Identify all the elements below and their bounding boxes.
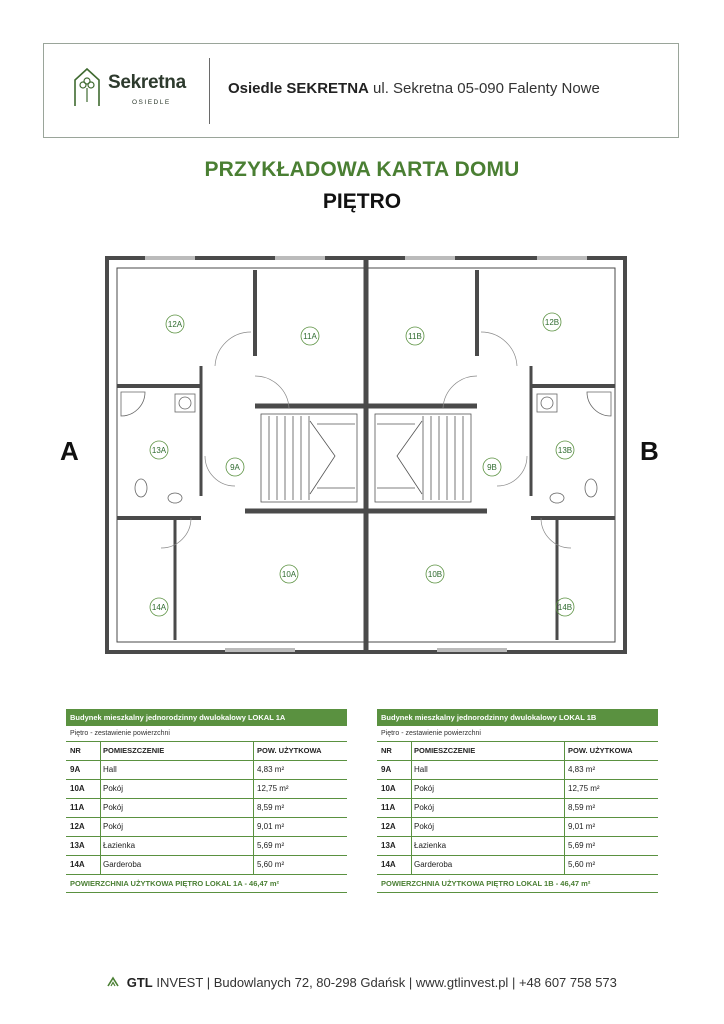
table-header-row (377, 742, 658, 761)
estate-name: Osiedle SEKRETNA (228, 80, 369, 97)
table-row (66, 761, 347, 780)
row-area: 8,59 m² (564, 799, 658, 817)
room-label-9a: 9A (230, 463, 240, 472)
room-label-14b: 14B (557, 603, 573, 612)
row-nr: 14A (70, 860, 85, 869)
room-label-10a: 10A (281, 570, 297, 579)
row-name: Garderoba (411, 856, 564, 874)
row-area: 5,69 m² (253, 837, 347, 855)
table-title: Budynek mieszkalny jednorodzinny dwulokalowy LOKAL 1B (377, 709, 658, 726)
header-box (43, 43, 679, 138)
table-row (66, 818, 347, 837)
row-name: Pokój (100, 780, 253, 798)
footer-separator: | (511, 975, 519, 990)
header-nr: NR (381, 746, 392, 755)
header-divider (209, 58, 210, 124)
table-row (66, 799, 347, 818)
row-area: 12,75 m² (564, 780, 658, 798)
table-row (377, 761, 658, 780)
table-subtitle: Piętro - zestawienie powierzchni (66, 726, 347, 742)
footer-brand: GTL (126, 975, 153, 990)
table-title: Budynek mieszkalny jednorodzinny dwulokalowy LOKAL 1A (66, 709, 347, 726)
document-title: PRZYKŁADOWA KARTA DOMU (204, 158, 520, 181)
room-label-12a: 12A (167, 320, 183, 329)
table-total: POWIERZCHNIA UŻYTKOWA PIĘTRO LOKAL 1B - 46,47 m² (377, 875, 658, 893)
row-name: Hall (411, 761, 564, 779)
room-label-13a: 13A (151, 446, 167, 455)
row-nr: 12A (381, 822, 396, 831)
row-nr: 14A (381, 860, 396, 869)
row-name: Hall (100, 761, 253, 779)
row-nr: 10A (70, 784, 85, 793)
row-nr: 11A (70, 803, 85, 812)
table-header-row (66, 742, 347, 761)
room-label-12b: 12B (544, 318, 560, 327)
table-row (66, 780, 347, 799)
row-nr: 13A (381, 841, 396, 850)
row-area: 5,60 m² (564, 856, 658, 874)
row-name: Pokój (100, 818, 253, 836)
row-area: 5,69 m² (564, 837, 658, 855)
header-area: POW. UŻYTKOWA (564, 742, 658, 760)
row-nr: 12A (70, 822, 85, 831)
row-nr: 9A (70, 765, 81, 774)
gtl-logo-icon (107, 976, 119, 988)
row-area: 9,01 m² (253, 818, 347, 836)
table-subtitle: Piętro - zestawienie powierzchni (377, 726, 658, 742)
row-nr: 10A (381, 784, 396, 793)
area-table-1a (66, 709, 347, 893)
row-name: Garderoba (100, 856, 253, 874)
table-row (377, 837, 658, 856)
table-row (66, 837, 347, 856)
room-label-14a: 14A (151, 603, 167, 612)
footer-website-link[interactable]: www.gtlinvest.pl (415, 975, 509, 990)
row-nr: 9A (381, 765, 392, 774)
header-name: POMIESZCZENIE (411, 742, 564, 760)
footer (0, 975, 724, 990)
side-label-b: B (640, 436, 659, 466)
room-label-13b: 13B (557, 446, 573, 455)
area-table-1b (377, 709, 658, 893)
table-row (66, 856, 347, 875)
row-name: Pokój (411, 799, 564, 817)
row-name: Pokój (411, 780, 564, 798)
table-total: POWIERZCHNIA UŻYTKOWA PIĘTRO LOKAL 1A - 46,47 m² (66, 875, 347, 893)
row-area: 12,75 m² (253, 780, 347, 798)
footer-phone: +48 607 758 573 (518, 975, 617, 990)
side-label-a: A (60, 436, 79, 466)
header-area: POW. UŻYTKOWA (253, 742, 347, 760)
table-row (377, 780, 658, 799)
table-row (377, 799, 658, 818)
estate-address (228, 80, 600, 97)
row-nr: 11A (381, 803, 396, 812)
room-label-9b: 9B (487, 463, 497, 472)
logo-name: Sekretna (108, 72, 186, 93)
row-name: Pokój (100, 799, 253, 817)
estate-street: ul. Sekretna 05-090 Falenty Nowe (373, 80, 600, 97)
row-area: 4,83 m² (253, 761, 347, 779)
room-label-11b: 11B (408, 332, 422, 341)
logo-house-icon (72, 66, 102, 108)
document-subtitle: PIĘTRO (322, 190, 402, 213)
header-nr: NR (70, 746, 81, 755)
logo (72, 66, 212, 116)
floor-plan (105, 256, 627, 656)
row-name: Łazienka (411, 837, 564, 855)
row-name: Łazienka (100, 837, 253, 855)
footer-address: Budowlanych 72, 80-298 Gdańsk (213, 975, 406, 990)
row-area: 4,83 m² (564, 761, 658, 779)
header-name: POMIESZCZENIE (100, 742, 253, 760)
logo-subtitle: OSIEDLE (132, 99, 171, 106)
room-label-10b: 10B (427, 570, 443, 579)
row-area: 5,60 m² (253, 856, 347, 874)
row-name: Pokój (411, 818, 564, 836)
room-label-11a: 11A (303, 332, 317, 341)
footer-brand-rest: INVEST (156, 975, 204, 990)
row-area: 8,59 m² (253, 799, 347, 817)
footer-separator: | (206, 975, 214, 990)
row-area: 9,01 m² (564, 818, 658, 836)
table-row (377, 818, 658, 837)
table-row (377, 856, 658, 875)
row-nr: 13A (70, 841, 85, 850)
footer-separator: | (408, 975, 416, 990)
